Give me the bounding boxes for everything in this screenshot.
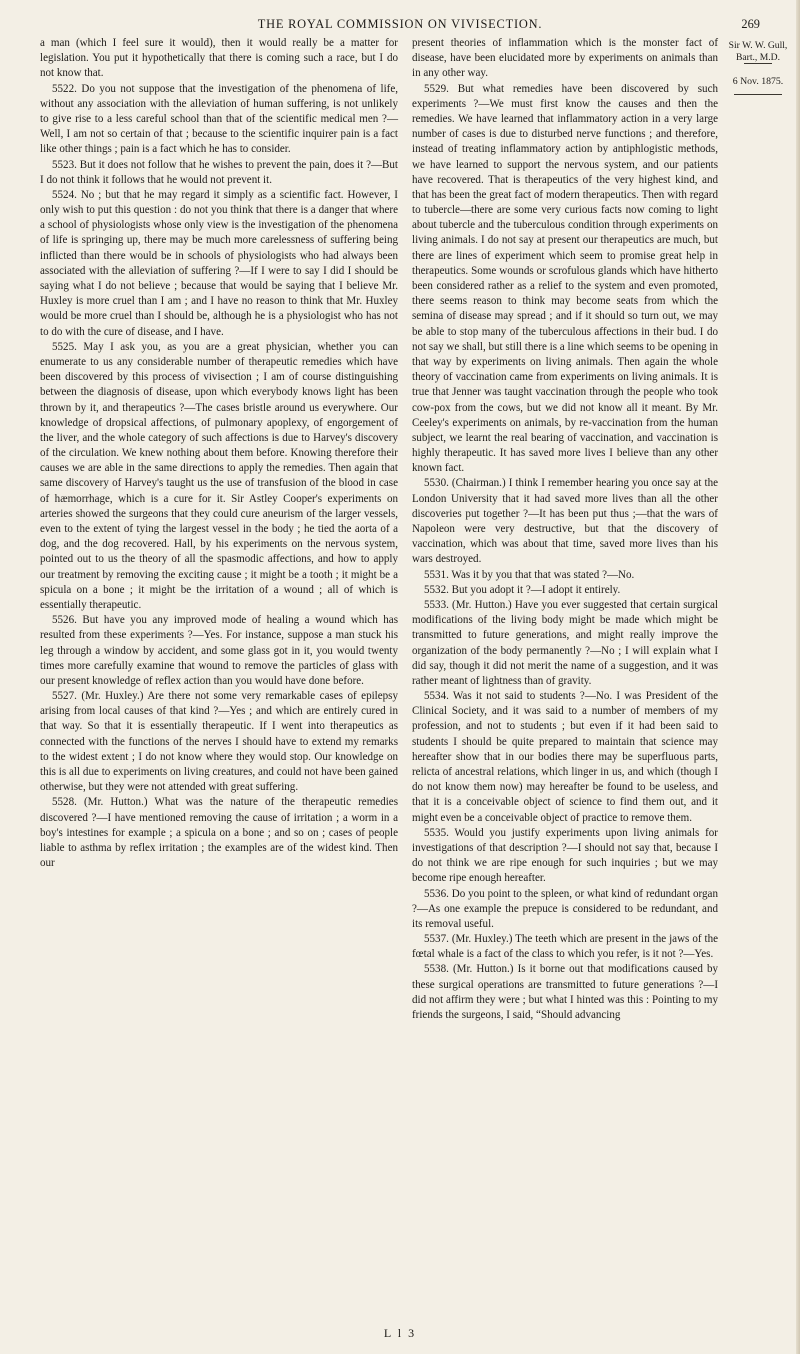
paragraph: 5529. But what remedies have been discovered by such experiments ?—We must first know the causes and then the remedies. We have learned that inflammatory action in a very large number of cases is due to disturbed nerve functions ; and therefore, instead of treating inflammatory action by antiphlogistic methods, we have learned to support the nervous system, and our patients have recovered. That is therapeutics of the very highest kind, and that has been the great fact of modern therapeutics. Then with regard to tubercle—there are some very curious facts now coming to light about tubercle and the tuberculous condition through experiments on living animals. I do not say at present our therapeutics are much, but there are lines of experiment which seem to promise great help in therapeutics. Some wounds or scrofulous glands which have hitherto been considered rather as a relief to the system and even promoted, there seems reason to think may become seats from which the semina of disease may spread ; and if it should so turn out, we may be able to stop many of the tuberculous affections in their bud. I do not say we shall, but still there is a line which seems to be opening in that way by experiments on living animals. Then again the whole theory of vaccination came from experiments on living animals. It is true that Jenner was taught vaccination through the people who took cow-pox from the cows, but we did not know all it meant. By Mr. Ceeley's experiments on animals, by re-vaccination from the human subject, we learnt the real bearing of vaccination, and vaccination is highly therapeutic. It has saved more lives I believe than any other known fact. [412,82,718,475]
paragraph: 5532. But you adopt it ?—I adopt it entirely. [424,583,621,596]
paragraph: a man (which I feel sure it would), then it would really be a matter for legislation. You put it hypothetically that there is coming such a race, but I do not know that. [40,37,398,80]
running-header [40,8,760,34]
paragraph: 5527. (Mr. Huxley.) Are there not some very remarkable cases of epilepsy arising from local causes of that kind ?—Yes ; and which are entirely cured in that way. So that it is essentially therapeutic. If I went into therapeutics as connected with the functions of the nerves I should have to extend my remarks to the widest extent ; I do not know where they would stop. Our knowledge on this is all due to experiments on living creatures, and could not have been gained otherwise, but they were not attended with great suffering. [40,690,398,794]
paragraph: 5531. Was it by you that that was stated ?—No. [424,568,635,581]
paragraph: 5537. (Mr. Huxley.) The teeth which are present in the jaws of the fœtal whale is a fact of the class to which you refer, is it not ?—Yes. [412,933,718,961]
paragraph: 5522. Do you not suppose that the investigation of the phenomena of life, without any association with the alleviation of human suffering, is not unlikely to give rise to a less careful school than that of the scientific medical men ?—Well, I am not so certain of that ; because to the scientific inquirer pain is a fact like other things ; pain is a fact which he has to consider. [40,82,398,156]
paragraph: 5526. But have you any improved mode of healing a wound which has resulted from these experiments ?—Yes. For instance, suppose a man stuck his leg through a window by accident, and some glass got in it, you would twenty times more carefully examine that wound to remove the particles of glass with our present knowledge of reflex action than you would have done before. [40,614,398,687]
paragraph: 5535. Would you justify experiments upon living animals for investigations of that description ?—I should not say that, because I do not think we are ripe enough for such inquiries ; but we may become ripe enough hereafter. [412,826,718,885]
divider [744,63,772,64]
signature-mark: L l 3 [383,1326,417,1340]
paragraph: 5530. (Chairman.) I think I remember hearing you once say at the London University that it had saved more lives than all the other discoveries put together ?—It has been put thus ;—that the wars of Napoleon were very destructive, but that the discovery of vaccination, which was about that time, saved more lives than his wars destroyed. [412,477,718,566]
left-column [40,36,398,871]
page-number: 269 [741,17,760,31]
running-title: THE ROYAL COMMISSION ON VIVISECTION. [257,17,543,31]
paragraph: present theories of inflammation which is the monster fact of disease, have been elucidated more by experiments on animals than in any other way. [412,37,718,80]
margin-note [726,40,790,95]
divider [734,94,782,95]
paragraph: 5538. (Mr. Hutton.) Is it borne out that modifications caused by these surgical operations are transmitted to future generations ?—I did not affirm they were ; but what I hinted was this : Pointing to my friends the surgeons, I said, “Should advancing [412,963,718,1021]
margin-date: 6 Nov. 1875. [732,76,784,87]
page-edge [796,0,800,1354]
paragraph: 5533. (Mr. Hutton.) Have you ever suggested that certain surgical modifications of the living body might be made which might be transmitted to future generations, and might really improve the organization of the body permanently ?—No ; I will explain what I did say, though it did not merit the name of a suggestion, and it was rather meant of lightness than of gravity. [412,598,718,687]
paragraph: 5536. Do you point to the spleen, or what kind of redundant organ ?—As one example the prepuce is considered to be redundant, and its removal useful. [412,887,718,930]
right-column [412,36,718,1023]
paragraph: 5524. No ; but that he may regard it simply as a scientific fact. However, I only wish to put this question : do not you think that there is a danger that where a school of physiologists whose only view is the investigation of the phenomena of life is springing up, there may be much more carelessness of suffering being inflicted than there would be in schools of physiologists who had always been associated with the alleviation of suffering ?—If I were to say I did I should be saying what I do not believe ; because that would be saying that I believe Mr. Huxley is more cruel than I am ; and I have no reason to think that Mr. Huxley would be more cruel than I should be, although he is a physiologist who has not to do with the cure of disease, and I have. [40,188,398,338]
paragraph: 5528. (Mr. Hutton.) What was the nature of the therapeutic remedies discovered ?—I have mentioned removing the cause of irritation ; a worm in a boy's intestines for example ; a spicula on a bone ; and so on ; cases of people liable to asthma by reflex irritation ; the examples are of the widest kind. Then our [40,796,398,870]
paragraph: 5534. Was it not said to students ?—No. I was President of the Clinical Society, and it was said to a number of members of my profession, and not to students ; but even if it had been said to students I should be quite prepared to maintain that science may hereafter show that in our bodies there may be superfluous parts, relicta of ancestral relations, which linger in us, and which (though I do not know them now) may hereafter be found to be useless, and that it is a conceivable object of science to find them out, and it might even be a conceivable object of practice to remove them. [412,690,718,824]
witness-name: Sir W. W. Gull, Bart., M.D. [728,40,788,63]
paragraph: 5525. May I ask you, as you are a great physician, whether you can enumerate to us any considerable number of therapeutic remedies which have been discovered by this process of vivisection ; I am of course distinguishing between the diagnosis of disease, upon which everybody knows light has been thrown by it, and therapeutics ?—The cases bristle around us everywhere. Our knowledge of dropsical affections, of pulmonary apoplexy, of engorgement of the liver, and the whole category of such affections is due to Harvey's discovery of the circulation. We knew nothing about them before. Knowing therefore their causes we are able in the same directions to apply the remedies. Then again that same discovery of Harvey's taught us the use of transfusion of the blood in case of hæmorrhage, which is a cure for it. Sir Astley Cooper's experiments on arteries showed the surgeons that they could cure aneurism of the larger vessels, even to the extent of tying the largest vessel in the body ; he tied the aorta of a dog, and the dog recovered. Hall, by his experiments on the nervous system, pointed out to us the theory of all the spasmodic affections, and how to apply our treatment by removing the exciting cause ; it might be a tooth ; it might be a spicula on a bone ; it might be the irritation of a wound ; all of which is essentially therapeutic. [40,340,398,611]
paragraph: 5523. But it does not follow that he wishes to prevent the pain, does it ?—But I do not think it follows that he would not prevent it. [40,158,398,186]
